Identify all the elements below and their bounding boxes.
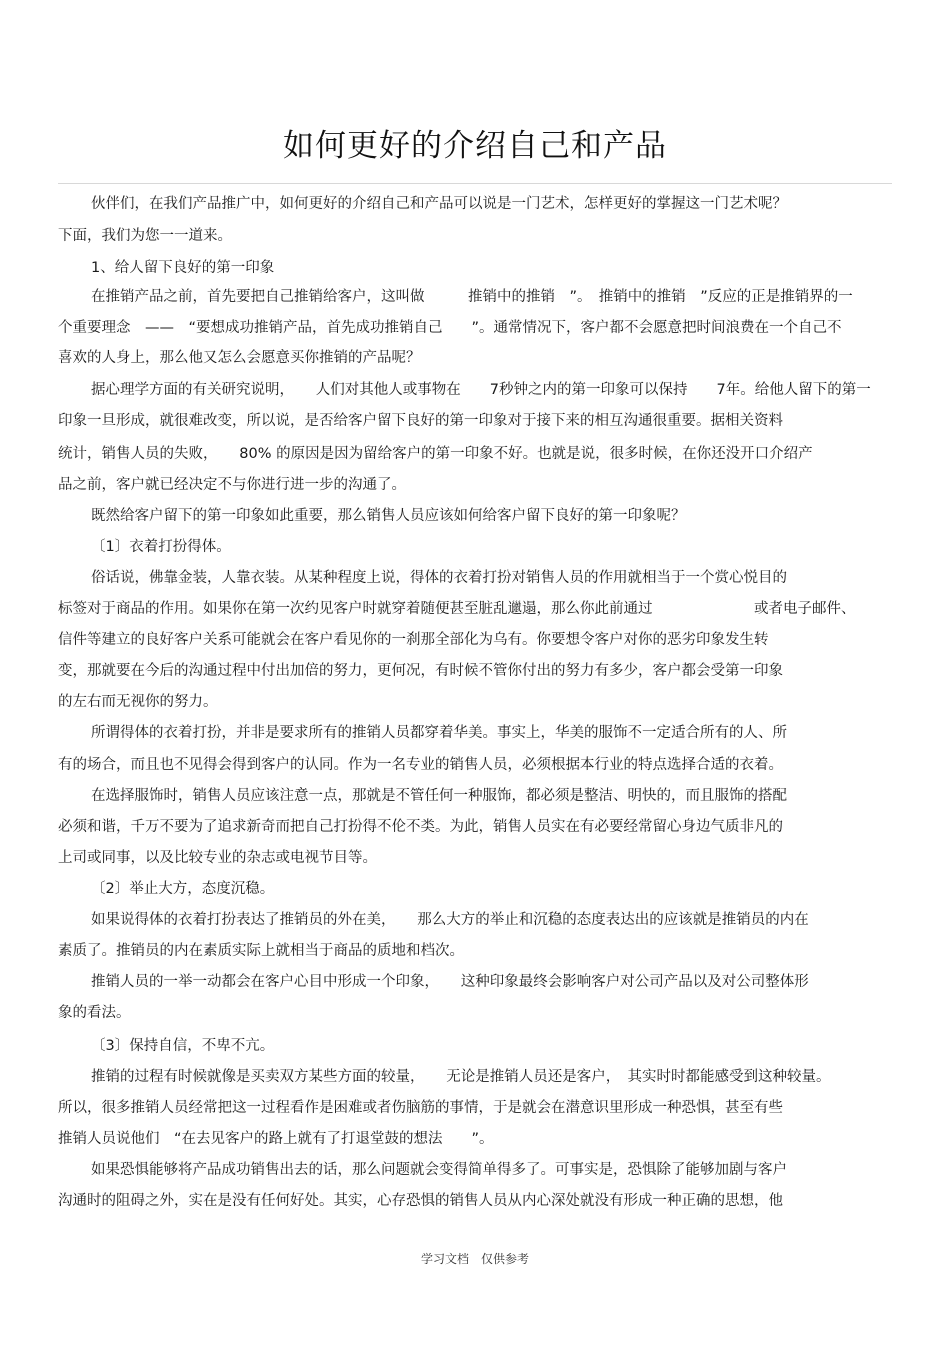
paragraph-line: 在选择服饰时，销售人员应该注意一点，那就是不管任何一种服饰，都必须是整洁、明快的，而且服饰的搭配 bbox=[91, 788, 787, 804]
paragraph-line: 品之前，客户就已经决定不与你进行进一步的沟通了。 bbox=[58, 477, 406, 493]
paragraph-line: 象的看法。 bbox=[58, 1005, 131, 1021]
paragraph-line: 印象一旦形成，就很难改变，所以说，是否给客户留下良好的第一印象对于接下来的相互沟通很重要。据相关资料 bbox=[58, 413, 783, 429]
title-divider bbox=[58, 183, 892, 184]
paragraph-line: 所以，很多推销人员经常把这一过程看作是困难或者伤脑筋的事情，于是就会在潜意识里形成一种恐惧，甚至有些 bbox=[58, 1100, 783, 1116]
paragraph-line: 推销人员的一举一动都会在客户心目中形成一个印象， 这种印象最终会影响客户对公司产品以及对公司整体形 bbox=[91, 974, 809, 990]
paragraph-line: 下面，我们为您一一道来。 bbox=[58, 228, 232, 244]
page-footer: 学习文档 仅供参考 bbox=[420, 1252, 529, 1266]
subsection-heading: 〔3〕保持自信，不卑不亢。 bbox=[91, 1038, 275, 1054]
paragraph-line: 喜欢的人身上，那么他又怎么会愿意买你推销的产品呢？ bbox=[58, 350, 421, 366]
paragraph-line: 据心理学方面的有关研究说明， 人们对其他人或事物在 7秒钟之内的第一印象可以保持 7年。给他人留下的第一 bbox=[91, 382, 871, 398]
paragraph-line: 推销人员说他们 “在去见客户的路上就有了打退堂鼓的想法 ”。 bbox=[58, 1131, 494, 1147]
paragraph-line: 如果说得体的衣着打扮表达了推销员的外在美， 那么大方的举止和沉稳的态度表达出的应该就是推销员的内在 bbox=[91, 912, 809, 928]
subsection-heading: 〔1〕衣着打扮得体。 bbox=[91, 539, 231, 555]
subsection-heading: 〔2〕举止大方，态度沉稳。 bbox=[91, 881, 275, 897]
paragraph-line: 个重要理念 —— “要想成功推销产品，首先成功推销自己 ”。通常情况下，客户都不会愿意把时间浪费在一个自己不 bbox=[58, 320, 842, 336]
paragraph-line: 既然给客户留下的第一印象如此重要，那么销售人员应该如何给客户留下良好的第一印象呢？ bbox=[91, 508, 686, 524]
section-heading: 1、给人留下良好的第一印象 bbox=[91, 260, 275, 276]
paragraph-line: 有的场合，而且也不见得会得到客户的认同。作为一名专业的销售人员，必须根据本行业的特点选择合适的衣着。 bbox=[58, 757, 783, 773]
paragraph-line: 俗话说，佛靠金装，人靠衣装。从某种程度上说，得体的衣着打扮对销售人员的作用就相当于一个赏心悦目的 bbox=[91, 570, 787, 586]
paragraph-line: 伙伴们，在我们产品推广中，如何更好的介绍自己和产品可以说是一门艺术，怎样更好的掌握这一门艺术呢？ bbox=[91, 196, 787, 212]
paragraph-line: 的左右而无视你的努力。 bbox=[58, 694, 218, 710]
paragraph-line: 所谓得体的衣着打扮，并非是要求所有的推销人员都穿着华美。事实上，华美的服饰不一定适合所有的人、所 bbox=[91, 725, 787, 741]
page-title: 如何更好的介绍自己和产品 bbox=[283, 128, 667, 164]
paragraph-line: 如果恐惧能够将产品成功销售出去的话，那么问题就会变得简单得多了。可事实是，恐惧除了能够加剧与客户 bbox=[91, 1162, 787, 1178]
paragraph-line: 必须和谐，千万不要为了追求新奇而把自己打扮得不伦不类。为此，销售人员实在有必要经常留心身边气质非凡的 bbox=[58, 819, 783, 835]
paragraph-line: 统计，销售人员的失败， 80% 的原因是因为留给客户的第一印象不好。也就是说，很多时候，在你还没开口介绍产 bbox=[58, 446, 813, 462]
paragraph-line: 推销的过程有时候就像是买卖双方某些方面的较量， 无论是推销人员还是客户， 其实时时都能感受到这种较量。 bbox=[91, 1069, 831, 1085]
paragraph-line: 标签对于商品的作用。如果你在第一次约见客户时就穿着随便甚至脏乱邋遢，那么你此前通过 或者电子邮件、 bbox=[58, 601, 856, 617]
paragraph-line: 信件等建立的良好客户关系可能就会在客户看见你的一刹那全部化为乌有。你要想令客户对你的恶劣印象发生转 bbox=[58, 632, 769, 648]
paragraph-line: 在推销产品之前，首先要把自己推销给客户，这叫做 推销中的推销 ”。 推销中的推销 ”反应的正是推销界的一 bbox=[91, 289, 853, 305]
paragraph-line: 素质了。推销员的内在素质实际上就相当于商品的质地和档次。 bbox=[58, 943, 464, 959]
paragraph-line: 上司或同事，以及比较专业的杂志或电视节目等。 bbox=[58, 850, 377, 866]
paragraph-line: 沟通时的阻碍之外，实在是没有任何好处。其实，心存恐惧的销售人员从内心深处就没有形成一种正确的思想，他 bbox=[58, 1193, 783, 1209]
paragraph-line: 变，那就要在今后的沟通过程中付出加倍的努力，更何况，有时候不管你付出的努力有多少，客户都会受第一印象 bbox=[58, 663, 783, 679]
